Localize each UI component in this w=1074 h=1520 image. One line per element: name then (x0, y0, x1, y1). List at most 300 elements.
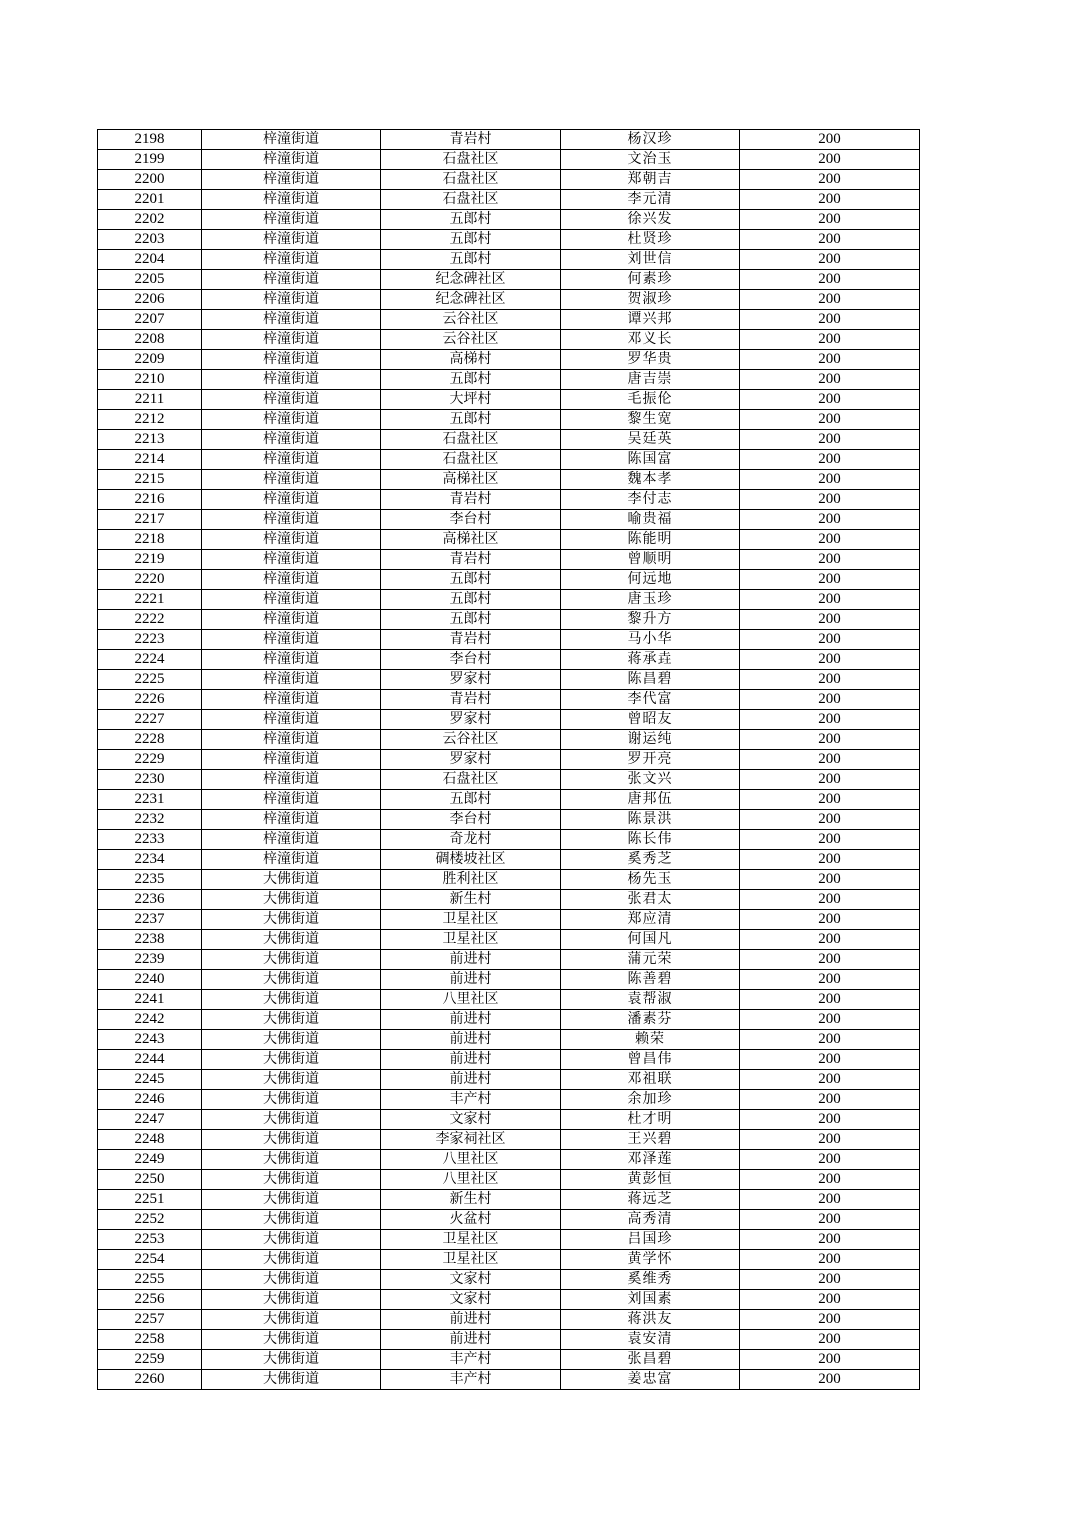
street-cell: 梓潼街道 (202, 610, 381, 630)
table-row (98, 1030, 920, 1050)
table-row (98, 930, 920, 950)
street-cell: 梓潼街道 (202, 410, 381, 430)
row-number-cell: 2257 (98, 1310, 202, 1330)
table-row (98, 510, 920, 530)
table-row (98, 1190, 920, 1210)
person-name-cell: 曾昌伟 (561, 1050, 740, 1070)
village-cell: 文家村 (381, 1290, 561, 1310)
row-number-cell: 2228 (98, 730, 202, 750)
table-row (98, 1350, 920, 1370)
street-cell: 梓潼街道 (202, 730, 381, 750)
person-name-cell: 何素珍 (561, 270, 740, 290)
village-cell: 五郎村 (381, 370, 561, 390)
amount-cell: 200 (740, 1010, 920, 1030)
village-cell: 前进村 (381, 1030, 561, 1050)
table-row (98, 230, 920, 250)
row-number-cell: 2259 (98, 1350, 202, 1370)
street-cell: 梓潼街道 (202, 330, 381, 350)
amount-cell: 200 (740, 270, 920, 290)
village-cell: 高梯社区 (381, 530, 561, 550)
village-cell: 胜利社区 (381, 870, 561, 890)
person-name-cell: 谢运纯 (561, 730, 740, 750)
village-cell: 五郎村 (381, 610, 561, 630)
table-row (98, 850, 920, 870)
village-cell: 青岩村 (381, 550, 561, 570)
row-number-cell: 2237 (98, 910, 202, 930)
person-name-cell: 刘世信 (561, 250, 740, 270)
amount-cell: 200 (740, 290, 920, 310)
row-number-cell: 2235 (98, 870, 202, 890)
street-cell: 大佛街道 (202, 1310, 381, 1330)
row-number-cell: 2211 (98, 390, 202, 410)
table-row (98, 650, 920, 670)
village-cell: 纪念碑社区 (381, 270, 561, 290)
person-name-cell: 张文兴 (561, 770, 740, 790)
street-cell: 大佛街道 (202, 1350, 381, 1370)
street-cell: 梓潼街道 (202, 430, 381, 450)
person-name-cell: 袁安清 (561, 1330, 740, 1350)
table-row (98, 1050, 920, 1070)
row-number-cell: 2200 (98, 170, 202, 190)
row-number-cell: 2243 (98, 1030, 202, 1050)
village-cell: 丰产村 (381, 1090, 561, 1110)
village-cell: 石盘社区 (381, 190, 561, 210)
person-name-cell: 何远地 (561, 570, 740, 590)
table-row (98, 770, 920, 790)
person-name-cell: 李元清 (561, 190, 740, 210)
street-cell: 梓潼街道 (202, 550, 381, 570)
row-number-cell: 2248 (98, 1130, 202, 1150)
village-cell: 李台村 (381, 510, 561, 530)
amount-cell: 200 (740, 890, 920, 910)
village-cell: 高梯社区 (381, 470, 561, 490)
amount-cell: 200 (740, 990, 920, 1010)
street-cell: 梓潼街道 (202, 630, 381, 650)
person-name-cell: 唐吉崇 (561, 370, 740, 390)
village-cell: 青岩村 (381, 690, 561, 710)
person-name-cell: 何国凡 (561, 930, 740, 950)
table-row (98, 590, 920, 610)
row-number-cell: 2198 (98, 130, 202, 150)
table-row (98, 370, 920, 390)
village-cell: 五郎村 (381, 410, 561, 430)
street-cell: 梓潼街道 (202, 390, 381, 410)
person-name-cell: 奚秀芝 (561, 850, 740, 870)
village-cell: 青岩村 (381, 630, 561, 650)
street-cell: 梓潼街道 (202, 750, 381, 770)
row-number-cell: 2236 (98, 890, 202, 910)
street-cell: 大佛街道 (202, 1370, 381, 1390)
village-cell: 罗家村 (381, 670, 561, 690)
table-row (98, 830, 920, 850)
row-number-cell: 2225 (98, 670, 202, 690)
street-cell: 大佛街道 (202, 890, 381, 910)
table-row (98, 1150, 920, 1170)
table-row (98, 250, 920, 270)
table-row (98, 690, 920, 710)
village-cell: 五郎村 (381, 570, 561, 590)
row-number-cell: 2222 (98, 610, 202, 630)
row-number-cell: 2199 (98, 150, 202, 170)
person-name-cell: 李代富 (561, 690, 740, 710)
amount-cell: 200 (740, 1050, 920, 1070)
street-cell: 大佛街道 (202, 1190, 381, 1210)
amount-cell: 200 (740, 170, 920, 190)
row-number-cell: 2247 (98, 1110, 202, 1130)
village-cell: 李台村 (381, 650, 561, 670)
village-cell: 李家祠社区 (381, 1130, 561, 1150)
village-cell: 八里社区 (381, 1170, 561, 1190)
table-row (98, 750, 920, 770)
amount-cell: 200 (740, 1090, 920, 1110)
row-number-cell: 2212 (98, 410, 202, 430)
person-name-cell: 高秀清 (561, 1210, 740, 1230)
village-cell: 石盘社区 (381, 150, 561, 170)
village-cell: 前进村 (381, 950, 561, 970)
person-name-cell: 蒋远芝 (561, 1190, 740, 1210)
table-row (98, 790, 920, 810)
street-cell: 梓潼街道 (202, 190, 381, 210)
street-cell: 大佛街道 (202, 1250, 381, 1270)
village-cell: 火盆村 (381, 1210, 561, 1230)
person-name-cell: 曾昭友 (561, 710, 740, 730)
table-row (98, 990, 920, 1010)
person-name-cell: 陈长伟 (561, 830, 740, 850)
person-name-cell: 谭兴邦 (561, 310, 740, 330)
table-row (98, 670, 920, 690)
person-name-cell: 邓义长 (561, 330, 740, 350)
village-cell: 八里社区 (381, 990, 561, 1010)
street-cell: 梓潼街道 (202, 270, 381, 290)
village-cell: 新生村 (381, 890, 561, 910)
street-cell: 大佛街道 (202, 1270, 381, 1290)
street-cell: 梓潼街道 (202, 670, 381, 690)
street-cell: 大佛街道 (202, 1010, 381, 1030)
village-cell: 碉楼坡社区 (381, 850, 561, 870)
village-cell: 石盘社区 (381, 170, 561, 190)
amount-cell: 200 (740, 530, 920, 550)
row-number-cell: 2202 (98, 210, 202, 230)
street-cell: 梓潼街道 (202, 510, 381, 530)
table-row (98, 410, 920, 430)
person-name-cell: 黄学怀 (561, 1250, 740, 1270)
table-row (98, 150, 920, 170)
street-cell: 梓潼街道 (202, 830, 381, 850)
village-cell: 丰产村 (381, 1350, 561, 1370)
person-name-cell: 王兴碧 (561, 1130, 740, 1150)
amount-cell: 200 (740, 610, 920, 630)
person-name-cell: 陈景洪 (561, 810, 740, 830)
amount-cell: 200 (740, 1290, 920, 1310)
village-cell: 前进村 (381, 1010, 561, 1030)
village-cell: 五郎村 (381, 250, 561, 270)
row-number-cell: 2213 (98, 430, 202, 450)
village-cell: 前进村 (381, 1310, 561, 1330)
table-row (98, 550, 920, 570)
street-cell: 大佛街道 (202, 1210, 381, 1230)
table-row (98, 970, 920, 990)
person-name-cell: 郑朝吉 (561, 170, 740, 190)
amount-cell: 200 (740, 710, 920, 730)
amount-cell: 200 (740, 130, 920, 150)
table-row (98, 710, 920, 730)
village-cell: 石盘社区 (381, 770, 561, 790)
street-cell: 大佛街道 (202, 1150, 381, 1170)
table-row (98, 610, 920, 630)
table-row (98, 130, 920, 150)
row-number-cell: 2215 (98, 470, 202, 490)
person-name-cell: 赖荣 (561, 1030, 740, 1050)
table-row (98, 190, 920, 210)
row-number-cell: 2203 (98, 230, 202, 250)
person-name-cell: 黎生宽 (561, 410, 740, 430)
amount-cell: 200 (740, 970, 920, 990)
amount-cell: 200 (740, 150, 920, 170)
row-number-cell: 2244 (98, 1050, 202, 1070)
village-cell: 文家村 (381, 1110, 561, 1130)
row-number-cell: 2220 (98, 570, 202, 590)
street-cell: 大佛街道 (202, 1090, 381, 1110)
village-cell: 前进村 (381, 1050, 561, 1070)
village-cell: 罗家村 (381, 750, 561, 770)
amount-cell: 200 (740, 470, 920, 490)
row-number-cell: 2246 (98, 1090, 202, 1110)
amount-cell: 200 (740, 590, 920, 610)
street-cell: 梓潼街道 (202, 810, 381, 830)
amount-cell: 200 (740, 410, 920, 430)
street-cell: 梓潼街道 (202, 150, 381, 170)
street-cell: 梓潼街道 (202, 470, 381, 490)
street-cell: 梓潼街道 (202, 570, 381, 590)
person-name-cell: 蒋洪友 (561, 1310, 740, 1330)
amount-cell: 200 (740, 910, 920, 930)
village-cell: 罗家村 (381, 710, 561, 730)
person-name-cell: 唐玉珍 (561, 590, 740, 610)
amount-cell: 200 (740, 1150, 920, 1170)
street-cell: 大佛街道 (202, 870, 381, 890)
village-cell: 新生村 (381, 1190, 561, 1210)
amount-cell: 200 (740, 1350, 920, 1370)
street-cell: 梓潼街道 (202, 490, 381, 510)
street-cell: 梓潼街道 (202, 230, 381, 250)
person-name-cell: 罗华贵 (561, 350, 740, 370)
row-number-cell: 2206 (98, 290, 202, 310)
person-name-cell: 吴廷英 (561, 430, 740, 450)
person-name-cell: 毛振伦 (561, 390, 740, 410)
table-row (98, 390, 920, 410)
person-name-cell: 杨汉珍 (561, 130, 740, 150)
village-cell: 卫星社区 (381, 910, 561, 930)
person-name-cell: 杜贤珍 (561, 230, 740, 250)
row-number-cell: 2240 (98, 970, 202, 990)
street-cell: 梓潼街道 (202, 370, 381, 390)
amount-cell: 200 (740, 390, 920, 410)
person-name-cell: 袁帮淑 (561, 990, 740, 1010)
amount-cell: 200 (740, 770, 920, 790)
amount-cell: 200 (740, 830, 920, 850)
table-row (98, 1090, 920, 1110)
row-number-cell: 2229 (98, 750, 202, 770)
street-cell: 大佛街道 (202, 990, 381, 1010)
person-name-cell: 喻贵福 (561, 510, 740, 530)
row-number-cell: 2204 (98, 250, 202, 270)
table-row (98, 290, 920, 310)
table-row (98, 1210, 920, 1230)
amount-cell: 200 (740, 1230, 920, 1250)
table-row (98, 1370, 920, 1390)
row-number-cell: 2214 (98, 450, 202, 470)
table-row (98, 270, 920, 290)
person-name-cell: 奚维秀 (561, 1270, 740, 1290)
amount-cell: 200 (740, 450, 920, 470)
street-cell: 梓潼街道 (202, 450, 381, 470)
village-cell: 前进村 (381, 1070, 561, 1090)
row-number-cell: 2209 (98, 350, 202, 370)
street-cell: 大佛街道 (202, 1130, 381, 1150)
person-name-cell: 曾顺明 (561, 550, 740, 570)
table-row (98, 1310, 920, 1330)
street-cell: 梓潼街道 (202, 770, 381, 790)
person-name-cell: 陈能明 (561, 530, 740, 550)
village-cell: 八里社区 (381, 1150, 561, 1170)
person-name-cell: 马小华 (561, 630, 740, 650)
row-number-cell: 2245 (98, 1070, 202, 1090)
table-row (98, 810, 920, 830)
amount-cell: 200 (740, 670, 920, 690)
street-cell: 大佛街道 (202, 1230, 381, 1250)
row-number-cell: 2251 (98, 1190, 202, 1210)
street-cell: 梓潼街道 (202, 850, 381, 870)
data-table (97, 129, 920, 1390)
row-number-cell: 2226 (98, 690, 202, 710)
amount-cell: 200 (740, 650, 920, 670)
amount-cell: 200 (740, 750, 920, 770)
village-cell: 五郎村 (381, 230, 561, 250)
person-name-cell: 余加珍 (561, 1090, 740, 1110)
row-number-cell: 2233 (98, 830, 202, 850)
row-number-cell: 2242 (98, 1010, 202, 1030)
amount-cell: 200 (740, 1110, 920, 1130)
village-cell: 前进村 (381, 1330, 561, 1350)
person-name-cell: 贺淑珍 (561, 290, 740, 310)
street-cell: 梓潼街道 (202, 210, 381, 230)
table-row (98, 890, 920, 910)
amount-cell: 200 (740, 550, 920, 570)
street-cell: 大佛街道 (202, 1330, 381, 1350)
amount-cell: 200 (740, 210, 920, 230)
person-name-cell: 杨先玉 (561, 870, 740, 890)
village-cell: 奇龙村 (381, 830, 561, 850)
amount-cell: 200 (740, 510, 920, 530)
village-cell: 石盘社区 (381, 430, 561, 450)
row-number-cell: 2221 (98, 590, 202, 610)
village-cell: 云谷社区 (381, 730, 561, 750)
amount-cell: 200 (740, 190, 920, 210)
row-number-cell: 2205 (98, 270, 202, 290)
row-number-cell: 2241 (98, 990, 202, 1010)
amount-cell: 200 (740, 1070, 920, 1090)
amount-cell: 200 (740, 950, 920, 970)
row-number-cell: 2239 (98, 950, 202, 970)
amount-cell: 200 (740, 1130, 920, 1150)
amount-cell: 200 (740, 330, 920, 350)
table-row (98, 1010, 920, 1030)
row-number-cell: 2207 (98, 310, 202, 330)
row-number-cell: 2232 (98, 810, 202, 830)
person-name-cell: 罗开亮 (561, 750, 740, 770)
table-row (98, 530, 920, 550)
row-number-cell: 2224 (98, 650, 202, 670)
street-cell: 梓潼街道 (202, 710, 381, 730)
row-number-cell: 2260 (98, 1370, 202, 1390)
row-number-cell: 2210 (98, 370, 202, 390)
person-name-cell: 陈善碧 (561, 970, 740, 990)
amount-cell: 200 (740, 1330, 920, 1350)
table-row (98, 1070, 920, 1090)
row-number-cell: 2223 (98, 630, 202, 650)
amount-cell: 200 (740, 570, 920, 590)
person-name-cell: 姜忠富 (561, 1370, 740, 1390)
row-number-cell: 2253 (98, 1230, 202, 1250)
village-cell: 五郎村 (381, 790, 561, 810)
row-number-cell: 2216 (98, 490, 202, 510)
street-cell: 梓潼街道 (202, 590, 381, 610)
street-cell: 大佛街道 (202, 1110, 381, 1130)
village-cell: 云谷社区 (381, 330, 561, 350)
person-name-cell: 邓泽莲 (561, 1150, 740, 1170)
amount-cell: 200 (740, 810, 920, 830)
table-row (98, 730, 920, 750)
street-cell: 大佛街道 (202, 930, 381, 950)
person-name-cell: 郑应清 (561, 910, 740, 930)
row-number-cell: 2255 (98, 1270, 202, 1290)
person-name-cell: 张君太 (561, 890, 740, 910)
amount-cell: 200 (740, 310, 920, 330)
row-number-cell: 2201 (98, 190, 202, 210)
row-number-cell: 2249 (98, 1150, 202, 1170)
village-cell: 云谷社区 (381, 310, 561, 330)
street-cell: 大佛街道 (202, 950, 381, 970)
amount-cell: 200 (740, 870, 920, 890)
village-cell: 纪念碑社区 (381, 290, 561, 310)
row-number-cell: 2252 (98, 1210, 202, 1230)
person-name-cell: 徐兴发 (561, 210, 740, 230)
table-row (98, 910, 920, 930)
person-name-cell: 陈昌碧 (561, 670, 740, 690)
table-row (98, 1110, 920, 1130)
table-row (98, 490, 920, 510)
village-cell: 五郎村 (381, 210, 561, 230)
row-number-cell: 2258 (98, 1330, 202, 1350)
row-number-cell: 2227 (98, 710, 202, 730)
person-name-cell: 唐邦伍 (561, 790, 740, 810)
village-cell: 卫星社区 (381, 930, 561, 950)
street-cell: 大佛街道 (202, 1070, 381, 1090)
amount-cell: 200 (740, 1370, 920, 1390)
person-name-cell: 潘素芬 (561, 1010, 740, 1030)
village-cell: 卫星社区 (381, 1230, 561, 1250)
village-cell: 五郎村 (381, 590, 561, 610)
street-cell: 梓潼街道 (202, 130, 381, 150)
row-number-cell: 2231 (98, 790, 202, 810)
table-row (98, 950, 920, 970)
person-name-cell: 李付志 (561, 490, 740, 510)
street-cell: 大佛街道 (202, 1050, 381, 1070)
amount-cell: 200 (740, 630, 920, 650)
amount-cell: 200 (740, 850, 920, 870)
street-cell: 梓潼街道 (202, 290, 381, 310)
village-cell: 卫星社区 (381, 1250, 561, 1270)
